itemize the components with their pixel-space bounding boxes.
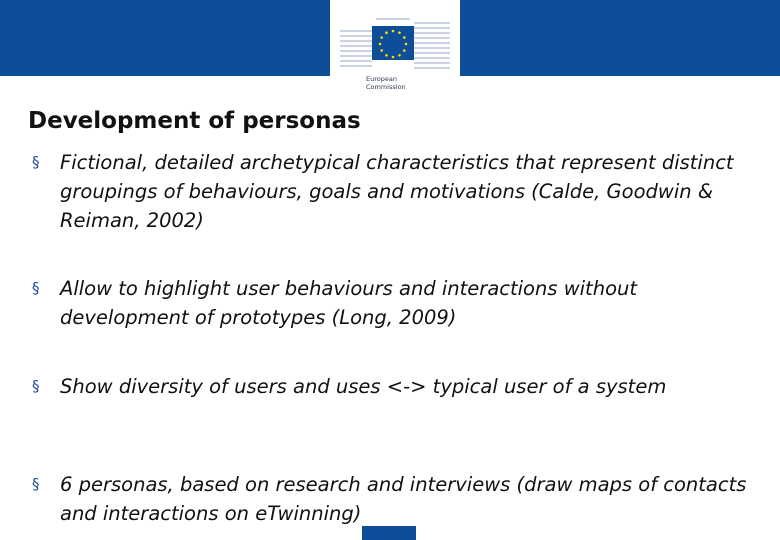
footer-tab — [362, 526, 416, 540]
bullet-item — [32, 274, 752, 332]
bullet-text: Allow to highlight user behaviours and interactions without development of prototypes (Long, 2009) — [60, 277, 638, 329]
logo-caption — [366, 75, 446, 91]
bullet-text: Fictional, detailed archetypical characteristics that represent distinct groupings of behaviours, goals and motivations (Calde, Goodwin & Reiman, 2002) — [60, 151, 734, 232]
european-commission-logo-icon — [336, 16, 454, 72]
bullet-item — [32, 372, 666, 401]
ec-logo — [330, 0, 460, 100]
logo-caption-line2: Commission — [366, 83, 406, 91]
bullet-text: 6 personas, based on research and interviews (draw maps of contacts and interactions on eTwinning) — [60, 473, 747, 525]
bullet-text: Show diversity of users and uses <-> typical user of a system — [60, 375, 667, 398]
bullet-marker-icon: § — [32, 153, 40, 171]
bullet-marker-icon: § — [32, 279, 40, 297]
bullet-item — [32, 148, 752, 235]
bullet-marker-icon: § — [32, 377, 40, 395]
bullet-item — [32, 470, 752, 528]
slide-title: Development of personas — [28, 108, 361, 134]
bullet-marker-icon: § — [32, 475, 40, 493]
logo-caption-line1: European — [366, 75, 397, 83]
